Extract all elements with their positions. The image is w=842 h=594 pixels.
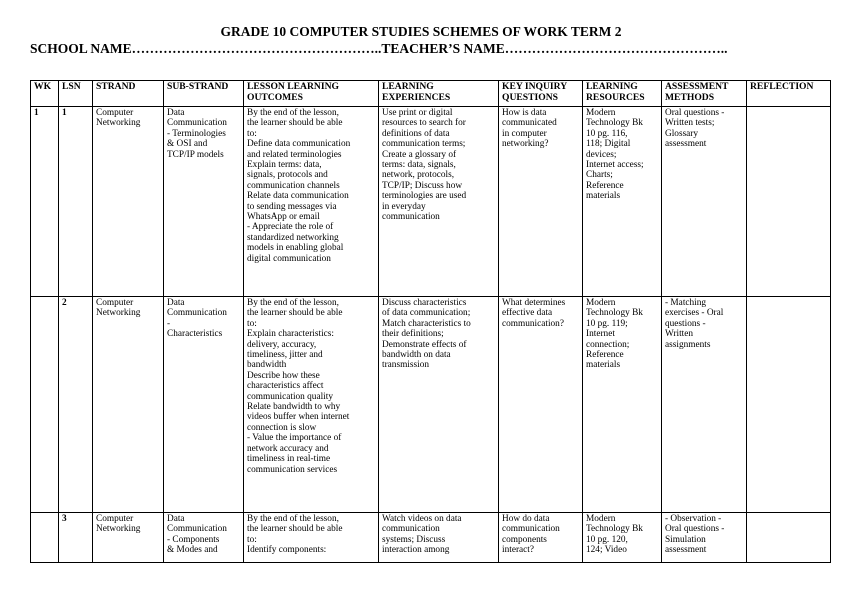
cell-text-line: Written — [665, 329, 694, 340]
cell-text-line: Data — [167, 108, 185, 118]
cell-text-line: - — [167, 318, 171, 329]
lesson-number-cell: 3 — [59, 513, 93, 563]
cell-text-line: What determines — [502, 298, 566, 308]
sub-strand-cell — [164, 297, 244, 513]
learning-experiences-cell — [379, 297, 499, 513]
sub-strand-cell — [164, 513, 244, 563]
cell-text-line: Match characteristics to — [382, 318, 471, 329]
cell-text-line: Demonstrate effects of — [382, 339, 467, 350]
cell-text-line: 10 pg. 120, — [586, 534, 628, 545]
cell-text-line: Data — [167, 514, 185, 524]
cell-text-line: in everyday — [382, 201, 426, 212]
cell-text-line: bandwidth — [247, 360, 287, 371]
cell-text-line: WhatsApp or email — [247, 212, 320, 223]
cell-text-line: Modern — [586, 298, 616, 308]
table-row — [31, 107, 831, 297]
cell-text-line: 124; Video — [586, 545, 627, 556]
school-teacher-name-line: SCHOOL NAME………………………………………………..TEACHER’S NAME………………………………………….. — [30, 41, 728, 56]
cell-text-line: networking? — [502, 139, 549, 150]
cell-text-line: terms: data, signals, — [382, 160, 456, 171]
cell-text-line: transmission — [382, 360, 430, 371]
cell-text-line: timeliness in real-time — [247, 454, 331, 465]
strand-cell — [93, 107, 164, 297]
cell-text-line: Create a glossary of — [382, 149, 457, 160]
cell-text-line: Define data communication — [247, 139, 351, 150]
learning-resources-cell — [583, 513, 662, 563]
assessment-methods-cell — [662, 297, 747, 513]
cell-text-line: and related terminologies — [247, 149, 342, 160]
cell-text-line: Written tests; — [665, 118, 715, 129]
cell-text-line: assignments — [665, 339, 711, 350]
lesson-number-cell: 1 — [59, 107, 93, 297]
cell-text-line: of data communication; — [382, 308, 471, 319]
cell-text-line: - Matching — [665, 298, 707, 308]
cell-text-line: communication — [382, 524, 440, 535]
cell-text-line: communicated — [502, 118, 557, 129]
cell-text-line: Networking — [96, 524, 141, 535]
cell-text-line: Reference — [586, 180, 624, 191]
cell-text-line: terminologies are used — [382, 191, 467, 202]
cell-text-line: network accuracy and — [247, 443, 329, 454]
cell-text-line: How is data — [502, 108, 547, 118]
cell-text-line: assessment — [665, 545, 707, 556]
cell-text-line: delivery, accuracy, — [247, 339, 317, 350]
header-learning-experiences: LEARNING EXPERIENCES — [379, 81, 499, 107]
header-strand: STRAND — [93, 81, 164, 107]
cell-text-line: Discuss characteristics — [382, 298, 467, 308]
learning-resources-cell — [583, 107, 662, 297]
cell-text-line: - Appreciate the role of — [247, 222, 334, 233]
cell-text-line: - Terminologies — [167, 128, 226, 139]
cell-text-line: Explain characteristics: — [247, 329, 334, 340]
cell-text-line: Computer — [96, 108, 134, 118]
cell-text-line: assessment — [665, 139, 707, 150]
cell-text-line: communication terms; — [382, 139, 466, 150]
cell-text-line: - Observation - — [665, 514, 722, 524]
learning-outcomes-cell — [244, 513, 379, 563]
cell-text-line: Communication — [167, 308, 227, 319]
cell-text-line: to sending messages via — [247, 201, 337, 212]
table-row — [31, 513, 831, 563]
header-lsn: LSN — [59, 81, 93, 107]
cell-text-line: 10 pg. 119; — [586, 318, 628, 329]
cell-text-line: connection; — [586, 339, 630, 350]
cell-text-line: Internet — [586, 329, 615, 340]
cell-text-line: network, protocols, — [382, 170, 455, 181]
cell-text-line: Describe how these — [247, 370, 320, 381]
header-lesson-learning-outcomes: LESSON LEARNING OUTCOMES — [244, 81, 379, 107]
reflection-cell — [747, 513, 831, 563]
header-sub-strand: SUB-STRAND — [164, 81, 244, 107]
cell-text-line: communication — [382, 212, 440, 223]
cell-text-line: materials — [586, 360, 621, 371]
cell-text-line: standardized networking — [247, 232, 339, 243]
cell-text-line: Simulation — [665, 534, 706, 545]
cell-text-line: Technology Bk — [586, 118, 643, 129]
cell-text-line: questions - — [665, 318, 706, 329]
cell-text-line: Charts; — [586, 170, 613, 181]
learning-resources-cell — [583, 297, 662, 513]
cell-text-line: to: — [247, 318, 257, 329]
cell-text-line: to: — [247, 534, 257, 545]
cell-text-line: Reference — [586, 350, 624, 361]
cell-text-line: communication services — [247, 464, 338, 475]
header-reflection: REFLECTION — [747, 81, 831, 107]
cell-text-line: Relate data communication — [247, 191, 349, 202]
week-cell — [31, 513, 59, 563]
cell-text-line: Oral questions - — [665, 524, 725, 535]
scheme-of-work-table — [30, 80, 831, 563]
cell-text-line: Watch videos on data — [382, 514, 462, 524]
week-cell — [31, 297, 59, 513]
cell-text-line: & OSI and — [167, 139, 208, 150]
cell-text-line: resources to search for — [382, 118, 466, 129]
cell-text-line: Technology Bk — [586, 308, 643, 319]
cell-text-line: Networking — [96, 308, 141, 319]
cell-text-line: in computer — [502, 128, 547, 139]
cell-text-line: Use print or digital — [382, 108, 453, 118]
cell-text-line: components — [502, 534, 547, 545]
cell-text-line: & Modes and — [167, 545, 218, 556]
cell-text-line: interaction among — [382, 545, 450, 556]
cell-text-line: By the end of the lesson, — [247, 298, 339, 308]
key-inquiry-questions-cell — [499, 513, 583, 563]
cell-text-line: Relate bandwidth to why — [247, 402, 341, 413]
cell-text-line: digital communication — [247, 253, 331, 264]
cell-text-line: Characteristics — [167, 329, 223, 340]
cell-text-line: Communication — [167, 524, 227, 535]
cell-text-line: Data — [167, 298, 185, 308]
cell-text-line: exercises - Oral — [665, 308, 724, 319]
header-wk: WK — [31, 81, 59, 107]
cell-text-line: - Value the importance of — [247, 433, 342, 444]
cell-text-line: videos buffer when internet — [247, 412, 350, 423]
cell-text-line: Computer — [96, 298, 134, 308]
cell-text-line: systems; Discuss — [382, 534, 446, 545]
week-cell: 1 — [31, 107, 59, 297]
cell-text-line: connection is slow — [247, 422, 317, 433]
cell-text-line: Communication — [167, 118, 227, 129]
cell-text-line: 118; Digital — [586, 139, 631, 150]
cell-text-line: communication channels — [247, 180, 340, 191]
cell-text-line: their definitions; — [382, 329, 444, 340]
cell-text-line: Computer — [96, 514, 134, 524]
cell-text-line: to: — [247, 128, 257, 139]
cell-text-line: interact? — [502, 545, 534, 556]
cell-text-line: bandwidth on data — [382, 350, 451, 361]
learning-experiences-cell — [379, 107, 499, 297]
cell-text-line: the learner should be able — [247, 308, 343, 319]
cell-text-line: communication — [502, 524, 560, 535]
assessment-methods-cell — [662, 513, 747, 563]
cell-text-line: the learner should be able — [247, 524, 343, 535]
key-inquiry-questions-cell — [499, 107, 583, 297]
cell-text-line: materials — [586, 191, 621, 202]
cell-text-line: How do data — [502, 514, 550, 524]
cell-text-line: - Components — [167, 534, 220, 545]
lesson-number-cell: 2 — [59, 297, 93, 513]
cell-text-line: TCP/IP; Discuss how — [382, 180, 463, 191]
strand-cell — [93, 297, 164, 513]
learning-outcomes-cell — [244, 107, 379, 297]
cell-text-line: Identify components: — [247, 545, 327, 556]
cell-text-line: Oral questions - — [665, 108, 725, 118]
cell-text-line: Networking — [96, 118, 141, 129]
cell-text-line: timeliness, jitter and — [247, 350, 323, 361]
header-key-inquiry-questions: KEY INQUIRY QUESTIONS — [499, 81, 583, 107]
cell-text-line: the learner should be able — [247, 118, 343, 129]
document-title: GRADE 10 COMPUTER STUDIES SCHEMES OF WORK TERM 2 — [220, 24, 622, 39]
cell-text-line: definitions of data — [382, 128, 450, 139]
cell-text-line: communication quality — [247, 391, 333, 402]
header-learning-resources: LEARNING RESOURCES — [583, 81, 662, 107]
cell-text-line: characteristics affect — [247, 381, 324, 392]
strand-cell — [93, 513, 164, 563]
reflection-cell — [747, 297, 831, 513]
cell-text-line: effective data — [502, 308, 553, 319]
cell-text-line: Modern — [586, 108, 616, 118]
header-assessment-methods: ASSESSMENT METHODS — [662, 81, 747, 107]
cell-text-line: models in enabling global — [247, 243, 344, 254]
reflection-cell — [747, 107, 831, 297]
cell-text-line: TCP/IP models — [167, 149, 224, 160]
assessment-methods-cell — [662, 107, 747, 297]
cell-text-line: devices; — [586, 149, 617, 160]
cell-text-line: Internet access; — [586, 160, 644, 171]
table-header-row — [31, 81, 831, 107]
cell-text-line: Technology Bk — [586, 524, 643, 535]
cell-text-line: By the end of the lesson, — [247, 108, 339, 118]
sub-strand-cell — [164, 107, 244, 297]
table-row — [31, 297, 831, 513]
learning-outcomes-cell — [244, 297, 379, 513]
cell-text-line: Modern — [586, 514, 616, 524]
cell-text-line: signals, protocols and — [247, 170, 328, 181]
cell-text-line: Explain terms: data, — [247, 160, 322, 171]
learning-experiences-cell — [379, 513, 499, 563]
cell-text-line: communication? — [502, 318, 564, 329]
cell-text-line: 10 pg. 116, — [586, 128, 628, 139]
key-inquiry-questions-cell — [499, 297, 583, 513]
cell-text-line: Glossary — [665, 128, 699, 139]
cell-text-line: By the end of the lesson, — [247, 514, 339, 524]
